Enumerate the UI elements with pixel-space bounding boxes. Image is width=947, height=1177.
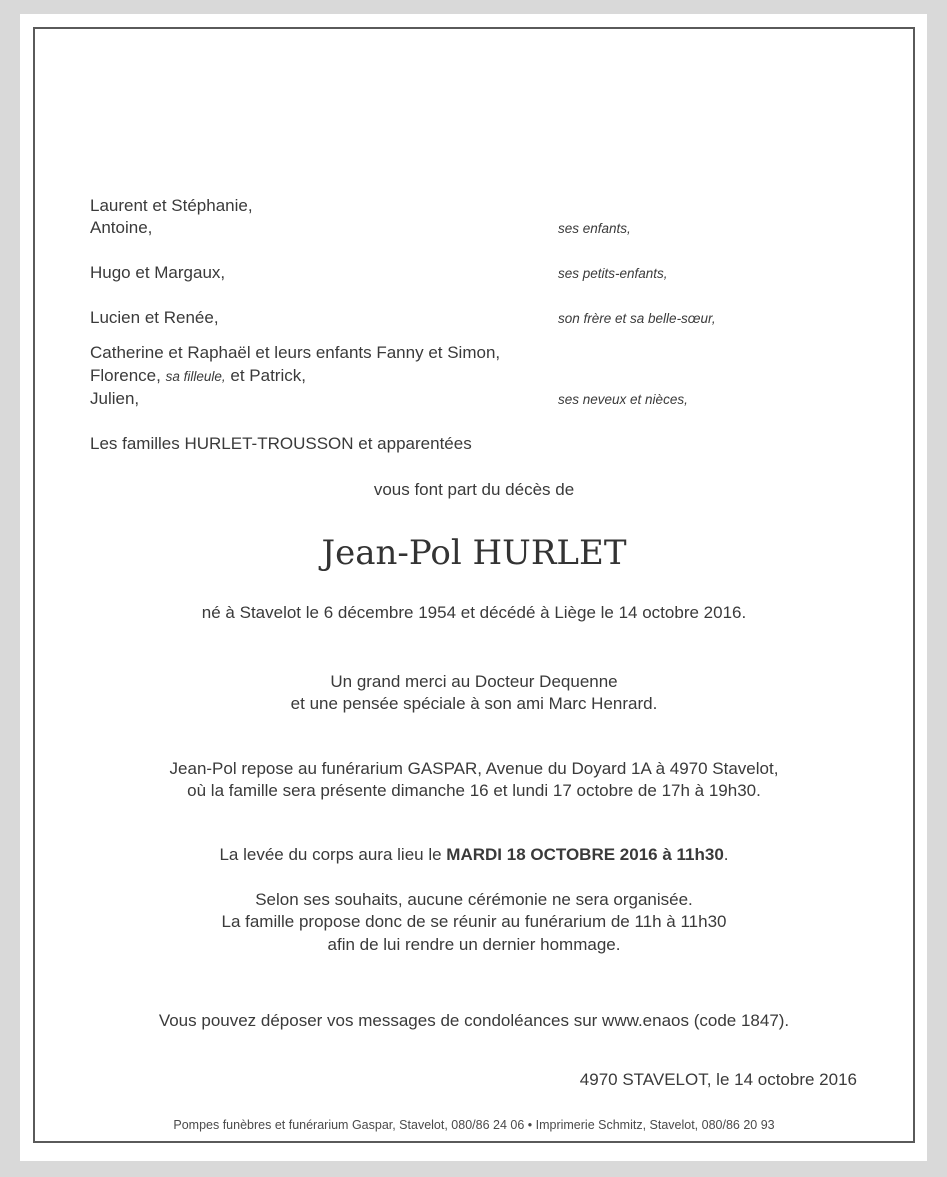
sibling-relation: son frère et sa belle-sœur, (558, 311, 716, 326)
thanks-line-1: Un grand merci au Docteur Dequenne (330, 672, 618, 691)
announce-line: vous font part du décès de (373, 480, 575, 499)
sibling-line: Lucien et Renée, (90, 308, 219, 327)
nephews-relation: ses neveux et nièces, (558, 392, 688, 407)
repose-line-1: Jean-Pol repose au funérarium GASPAR, Avenue du Doyard 1A à 4970 Stavelot, (169, 759, 779, 778)
goddaughter-note: sa filleule, (165, 369, 226, 384)
place-date: 4970 STAVELOT, le 14 octobre 2016 (579, 1070, 857, 1089)
nephews-line-2 (90, 365, 306, 388)
condolences-line: Vous pouvez déposer vos messages de condoléances sur www.enaos (code 1847). (158, 1011, 790, 1030)
printer-footer: Pompes funèbres et funérarium Gaspar, Stavelot, 080/86 24 06 • Imprimerie Schmitz, Stavelot, 080/86 20 93 (173, 1118, 775, 1132)
wishes-line-2: La famille propose donc de se réunir au funérarium de 11h à 11h30 (221, 912, 727, 931)
wishes-line-1: Selon ses souhaits, aucune cérémonie ne sera organisée. (255, 890, 693, 909)
grandchildren-line: Hugo et Margaux, (90, 263, 226, 282)
thanks-line-2: et une pensée spéciale à son ami Marc Henrard. (290, 694, 658, 713)
children-line-2: Antoine, (90, 218, 153, 237)
nephews-line-3: Julien, (90, 389, 140, 408)
levee-date: MARDI 18 OCTOBRE 2016 à 11h30 (446, 845, 724, 864)
nephews-line-1: Catherine et Raphaël et leurs enfants Fanny et Simon, (90, 343, 501, 362)
dates-line: né à Stavelot le 6 décembre 1954 et décédé à Liège le 14 octobre 2016. (201, 603, 747, 622)
levee-suffix: . (723, 845, 729, 864)
levee-line (33, 844, 915, 867)
families-line: Les familles HURLET-TROUSSON et apparentées (90, 434, 472, 453)
children-line-1: Laurent et Stéphanie, (90, 196, 253, 215)
deceased-name: Jean-Pol HURLET (321, 533, 627, 573)
nephews-line-2-name: Florence, (90, 366, 161, 385)
children-relation: ses enfants, (558, 221, 631, 236)
grandchildren-relation: ses petits-enfants, (558, 266, 668, 281)
wishes-line-3: afin de lui rendre un dernier hommage. (327, 935, 621, 954)
repose-line-2: où la famille sera présente dimanche 16 et lundi 17 octobre de 17h à 19h30. (187, 781, 761, 800)
levee-prefix: La levée du corps aura lieu le (219, 845, 442, 864)
nephews-line-2-rest: et Patrick, (230, 366, 306, 385)
